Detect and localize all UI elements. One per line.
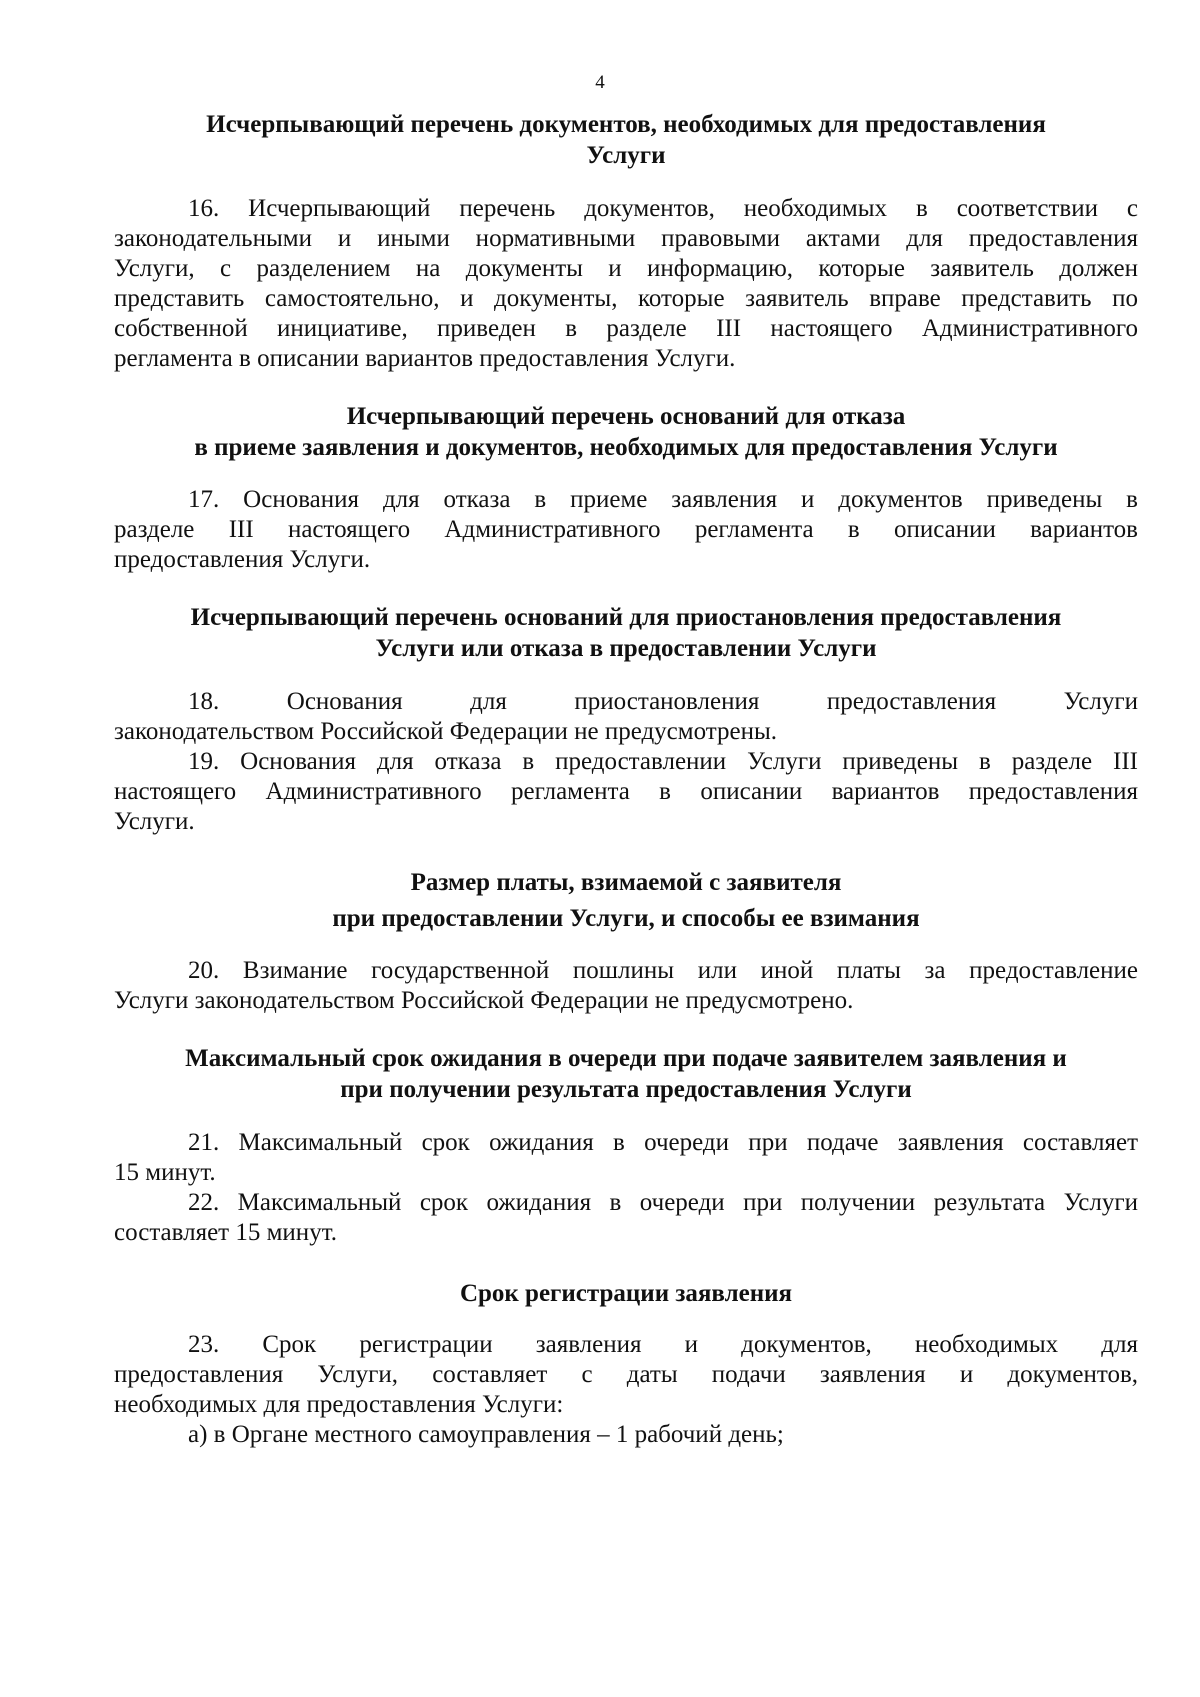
paragraph-18-line: законодательством Российской Федерации не предусмотрены. <box>114 718 778 745</box>
paragraph-21-line: 21. Максимальный срок ожидания в очереди при подаче заявления составляет <box>188 1129 1138 1156</box>
paragraph-19-line: 19. Основания для отказа в предоставлении Услуги приведены в разделе III <box>188 748 1138 775</box>
heading-line: при получении результата предоставления Услуги <box>340 1075 912 1103</box>
section-heading-registration <box>112 1279 1140 1310</box>
paragraph-19-line: настоящего Административного регламента в описании вариантов предоставления <box>114 778 1138 805</box>
paragraph-19-line: Услуги. <box>114 808 195 835</box>
section-heading-suspension <box>112 603 1140 664</box>
heading-line: Услуги <box>586 141 666 169</box>
paragraph-20-line: 20. Взимание государственной пошлины или иной платы за предоставление <box>188 957 1138 984</box>
section-heading-queue-time <box>112 1044 1140 1105</box>
paragraph-16-line: собственной инициативе, приведен в разделе III настоящего Административного <box>114 315 1138 342</box>
section-heading-refusal-acceptance <box>112 402 1140 463</box>
section-heading-fee <box>112 865 1140 937</box>
paragraph-18-line: 18. Основания для приостановления предоставления Услуги <box>188 688 1138 715</box>
paragraph-23-line: 23. Срок регистрации заявления и документов, необходимых для <box>188 1331 1138 1358</box>
paragraph-17-line: предоставления Услуги. <box>114 546 371 573</box>
paragraph-20-line: Услуги законодательством Российской Федерации не предусмотрено. <box>114 987 854 1014</box>
heading-line: Исчерпывающий перечень оснований для приостановления предоставления <box>190 604 1062 631</box>
heading-line: Исчерпывающий перечень оснований для отказа <box>346 403 906 430</box>
paragraph-23-subitem-a: а) в Органе местного самоуправления – 1 рабочий день; <box>188 1421 784 1448</box>
paragraph-16-line: Услуги, с разделением на документы и информацию, которые заявитель должен <box>114 255 1138 282</box>
section-heading-documents <box>112 110 1140 171</box>
paragraph-16-line: 16. Исчерпывающий перечень документов, необходимых в соответствии с <box>188 195 1138 222</box>
paragraph-16-line: регламента в описании вариантов предоставления Услуги. <box>114 345 736 372</box>
heading-line: при предоставлении Услуги, и способы ее взимания <box>332 905 920 932</box>
paragraph-23-line: необходимых для предоставления Услуги: <box>114 1391 564 1418</box>
heading-line: Срок регистрации заявления <box>459 1280 793 1307</box>
paragraph-22-line: 22. Максимальный срок ожидания в очереди при получении результата Услуги <box>188 1189 1138 1216</box>
page-number: 4 <box>595 72 605 93</box>
paragraph-23-line: предоставления Услуги, составляет с даты подачи заявления и документов, <box>114 1361 1138 1388</box>
heading-line: Размер платы, взимаемой с заявителя <box>410 869 842 896</box>
heading-line: в приеме заявления и документов, необходимых для предоставления Услуги <box>194 433 1058 461</box>
paragraph-17-line: разделе III настоящего Административного регламента в описании вариантов <box>114 516 1138 543</box>
heading-line: Максимальный срок ожидания в очереди при подаче заявителем заявления и <box>185 1045 1067 1072</box>
paragraph-16-line: законодательными и иными нормативными правовыми актами для предоставления <box>114 225 1138 252</box>
heading-line: Исчерпывающий перечень документов, необходимых для предоставления <box>206 111 1046 138</box>
paragraph-22-line: составляет 15 минут. <box>114 1219 337 1246</box>
paragraph-17-line: 17. Основания для отказа в приеме заявления и документов приведены в <box>188 486 1138 513</box>
paragraph-21-line: 15 минут. <box>114 1159 216 1186</box>
heading-line: Услуги или отказа в предоставлении Услуги <box>375 634 877 662</box>
paragraph-16-line: представить самостоятельно, и документы, которые заявитель вправе представить по <box>114 285 1138 312</box>
